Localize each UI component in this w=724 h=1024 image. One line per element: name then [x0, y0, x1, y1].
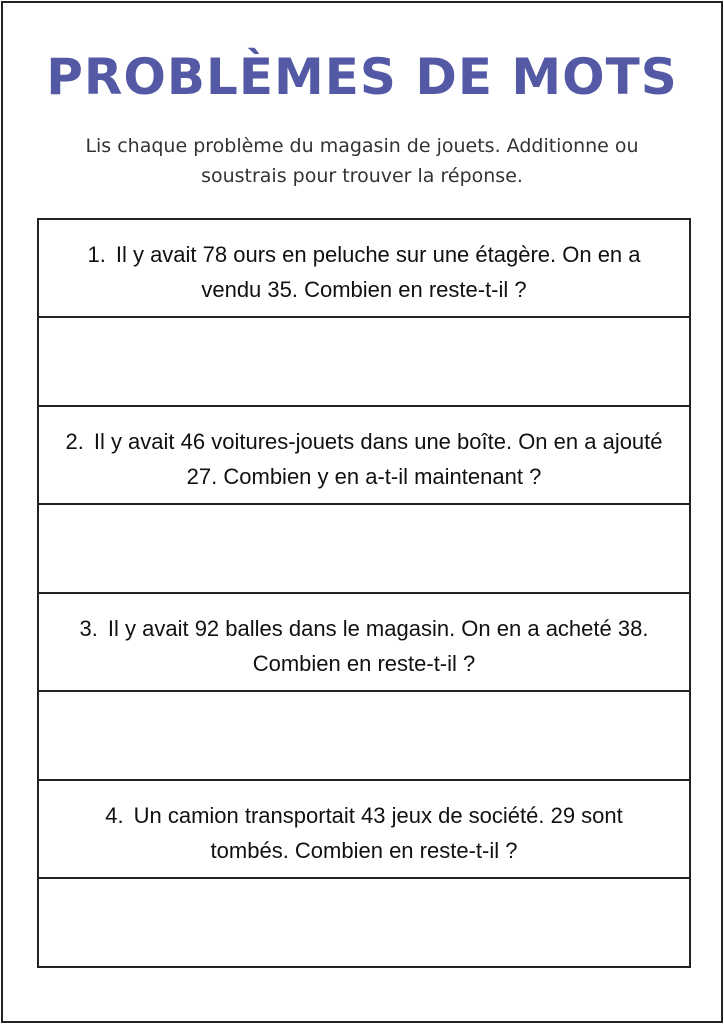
problem-number: 2.: [65, 429, 84, 454]
problems-table: [37, 218, 691, 968]
problem-number: 4.: [105, 803, 124, 828]
answer-box-3[interactable]: [39, 692, 689, 781]
problem-text: [65, 237, 663, 307]
answer-box-4[interactable]: [39, 879, 689, 966]
problem-cell-2: [39, 407, 689, 505]
problem-number: 1.: [87, 242, 106, 267]
problem-number: 3.: [79, 616, 98, 641]
worksheet-instructions: Lis chaque problème du magasin de jouets. Additionne ou soustrais pour trouver la réponse.: [85, 135, 639, 187]
worksheet-title: PROBLÈMES DE MOTS: [46, 48, 678, 106]
problem-statement: Il y avait 92 balles dans le magasin. On en a acheté 38. Combien en reste-t-il ?: [107, 616, 649, 676]
problem-text: [65, 798, 663, 868]
answer-box-1[interactable]: [39, 318, 689, 407]
problem-cell-4: [39, 781, 689, 879]
problem-statement: Il y avait 78 ours en peluche sur une étagère. On en a vendu 35. Combien en reste-t-il ?: [115, 242, 641, 302]
problem-cell-3: [39, 594, 689, 692]
problem-statement: Il y avait 46 voitures-jouets dans une boîte. On en a ajouté 27. Combien y en a-t-il maintenant ?: [93, 429, 663, 489]
problem-text: [65, 424, 663, 494]
worksheet-page: [1, 1, 723, 1023]
problem-statement: Un camion transportait 43 jeux de société. 29 sont tombés. Combien en reste-t-il ?: [133, 803, 623, 863]
problem-cell-1: [39, 220, 689, 318]
answer-box-2[interactable]: [39, 505, 689, 594]
problem-text: [65, 611, 663, 681]
